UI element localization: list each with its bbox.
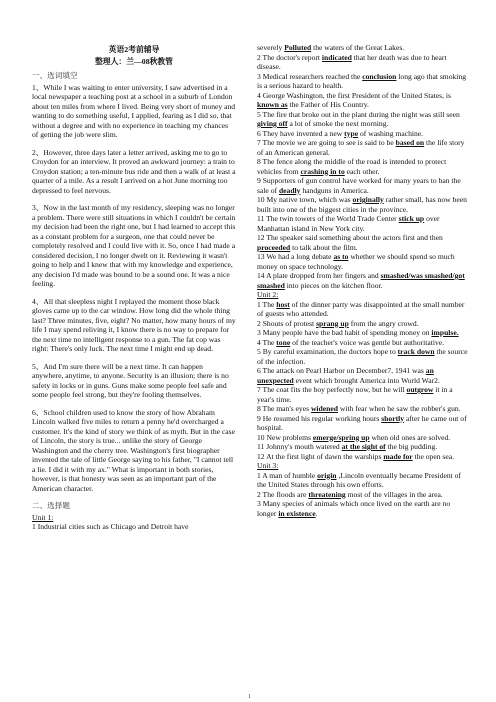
answer-line (257, 347, 469, 366)
answer-text: 8 The fence along the middle of the road is intended to protect vehicles from (257, 157, 447, 176)
answer-rest: into pieces on the kitchen floor. (284, 280, 383, 290)
answer-line (257, 319, 469, 329)
answer-rest: event which brought America into World War2. (293, 375, 440, 385)
answer-line (257, 385, 469, 404)
answer-line (257, 195, 469, 214)
answer-text: 7 The coat fits the boy perfectly now, but he will (257, 385, 407, 394)
answer-rest: after he came out of hospital. (257, 413, 467, 432)
answer-line (257, 328, 469, 338)
answer-line (257, 338, 469, 348)
answer-text: 2 Shouts of protest (257, 318, 317, 328)
answer-line (257, 366, 469, 385)
answer-keyword: emerge/spring up (312, 432, 370, 442)
answer-keyword: conclusion (362, 71, 397, 81)
answer-rest: it in a year's time. (257, 385, 453, 404)
answer-text: 1 A man of humble (257, 470, 318, 480)
answer-line (257, 499, 469, 518)
section-heading-fill: 一、选词填空 (32, 71, 78, 80)
answer-keyword: proceeded (257, 242, 291, 252)
answer-keyword: threatening (308, 489, 346, 499)
right-column (257, 43, 469, 518)
answer-keyword: host (276, 299, 290, 309)
answer-keyword: crashing in to (300, 166, 345, 176)
answer-rest: handguns in America. (300, 185, 369, 195)
answer-rest: the source of the infection. (257, 347, 468, 366)
answer-text: 11 Johnny's mouth watered (257, 442, 342, 451)
answer-line (257, 138, 469, 157)
answer-keyword: at the sight of (341, 442, 386, 451)
unit-3-label: Unit 3: (257, 461, 279, 470)
answer-text: 2 The doctor's report (257, 52, 322, 62)
answer-line (257, 53, 469, 72)
title-block (32, 44, 236, 68)
answer-rest: each other. (344, 166, 380, 176)
paragraph: 5、And I'm sure there will be a next time. It can happen anywhere, anytime, to anyone. Security is an illusion; there is no safety in locks or in guns. Guns make some people feel safe and some people feel strong, but they're fooling themselves. (32, 361, 229, 399)
answer-rest: the life story of an American general. (257, 138, 465, 157)
answer-line (257, 404, 469, 414)
answer-keyword: an unexpected (257, 366, 434, 385)
answer-rest: whether we should spend so much money on space technology. (257, 252, 455, 271)
answer-keyword: track down (397, 347, 435, 356)
answer-line (257, 233, 469, 252)
answer-keyword: smashed/was smashed/got smashed (257, 271, 465, 290)
answer-text: 3 Medical researchers reached the (257, 71, 363, 81)
document-title: 英语2考前辅导 (108, 45, 160, 54)
answer-keyword: Polluted (284, 43, 312, 52)
answer-rest: ,Lincoln eventually became President of the United States through his own efforts. (257, 470, 461, 489)
answer-text: 12 At the first light of dawn the warships (257, 451, 384, 461)
answer-rest: the open sea. (412, 451, 454, 461)
answer-text: severely (257, 43, 285, 52)
answer-keyword: based on (395, 138, 425, 147)
unit-1-items (257, 43, 469, 290)
answer-rest: . (315, 508, 318, 518)
answer-keyword: tone (276, 337, 291, 347)
answer-keyword: stick up (398, 214, 425, 223)
answer-text: 11 The twin towers of the World Trade Center (257, 214, 399, 223)
answer-rest: the big pudding. (385, 442, 438, 451)
answer-keyword: in existence (278, 508, 316, 518)
answer-keyword: made for (383, 451, 413, 461)
paragraph: 6、School children used to know the story of how Abraham Lincoln walked five miles to return a penny he'd overcharged a customer. It's the kind of story we think of as myth. But in the case of Lincoln, the story is true... unlike the story of George Washington and the cherry tree. Washington's first biographer invented the tale of little George saying to his father, "I cannot tell a lie. I did it with my ax." What is important in both stories, however, is that honesty was seen as an important part of the American character. (32, 407, 235, 493)
answer-rest: long ago that smoking is a serious hazard to health. (257, 71, 466, 90)
answer-line (257, 452, 469, 462)
answer-keyword: origin (317, 470, 337, 480)
answer-text: 10 New problems (257, 432, 313, 442)
unit-3-items (257, 471, 469, 519)
answer-line (257, 252, 469, 271)
answer-line (257, 300, 469, 319)
unit-2-label: Unit 2: (257, 290, 279, 299)
answer-text: 12 The speaker said something about the actors first and then (257, 233, 443, 242)
answer-keyword: outgrow (406, 385, 434, 394)
answer-text: 1 The (257, 299, 277, 309)
unit-1-label: Unit 1: (32, 512, 54, 522)
answer-text: 3 Many people have the bad habit of spending money on (257, 328, 432, 337)
answer-rest: over Manhattan island in New York city. (257, 214, 440, 233)
answer-text: 13 We had a long debate (257, 252, 334, 261)
section-heading-choice: 二、选择题 (32, 501, 70, 510)
answer-text: 5 The fire that broke out in the plant during the night was still seen (257, 109, 460, 119)
paragraph: 4、All that sleepless night I replayed the moment those black gloves came up to the car window. How long did the whole thing last? Three minutes, five, eight? No matter, how many hours of my life I may spend reliving it, I know there is no way to prepare for the next time no intelligent response to a gun. The fat cop was right: There's only luck. The next time I might end up dead. (32, 296, 236, 353)
left-column (32, 44, 236, 532)
answer-keyword: originally (352, 195, 384, 204)
answer-line (257, 157, 469, 176)
paragraph: 2、However, three days later a letter arrived, asking me to go to Croydon for an interview. It proved an awkward journey: a train to Croydon station; a ten-minute bus ride and then a walk of at least a quarter of a mile. As a result I arrived on a hot June morning too depressed to feel nervous. (32, 147, 236, 195)
answer-rest: that her death was due to heart disease. (257, 52, 447, 71)
answer-line (257, 176, 469, 195)
fill-paragraphs (32, 83, 236, 494)
answer-rest: of washing machine. (358, 128, 424, 138)
answer-text: 9 He resumed his regular working hours (257, 413, 382, 423)
answer-rest: of the teacher's voice was gentle but authoritative. (290, 337, 445, 347)
unit-2-items (257, 300, 469, 462)
answer-text: 7 The movie we are going to see is said to be (257, 138, 396, 147)
answer-text: 4 George Washington, the first President of the United States, is (257, 90, 451, 100)
answer-rest: with fear when he saw the robber's gun. (337, 404, 461, 413)
answer-rest: of the dinner party was disappointed at the small number of guests who attended. (257, 299, 465, 318)
answer-line (257, 110, 469, 129)
page-number: 1 (248, 694, 251, 700)
answer-keyword: shortly (381, 413, 404, 423)
answer-text: 10 My native town, which was (257, 195, 353, 204)
answer-rest: the waters of the Great Lakes. (311, 43, 405, 52)
answer-rest: from the angry crowd. (348, 318, 419, 328)
answer-keyword: giving off (257, 119, 288, 128)
answer-keyword: sprang up (316, 318, 349, 328)
answer-rest: most of the villages in the area. (345, 489, 443, 499)
answer-text: 5 By careful examination, the doctors hope to (257, 347, 398, 356)
answer-line (257, 490, 469, 500)
answer-text: 2 The floods are (257, 489, 309, 499)
document-author: 整理人：兰—08秋教管 (95, 57, 173, 66)
answer-text: 6 They have invented a new (257, 128, 345, 138)
answer-rest: to talk about the film. (290, 242, 358, 252)
answer-text: 14 A plate dropped from her fingers and (257, 271, 381, 280)
paragraph: 3、Now in the last month of my residency, sleeping was no longer a problem. There were still situations in which I couldn't be certain my decision had been the right one, but I had learned to accept this as a constant problem for a surgeon, one that could never be completely resolved and I could live with it. So, once I had made a considered decision, I no longer dwelt on it. Reviewing it wasn't going to help and I knew that with my knowledge and experience, any decision I'd made was bound to be a sound one. It was a nice feeling. (32, 203, 236, 288)
answer-line (257, 442, 469, 452)
answer-keyword: type (344, 128, 359, 138)
answer-line (257, 129, 469, 139)
paragraph: 1、While I was waiting to enter university, I saw advertised in a local newspaper a teaching post at a school in a suburb of London about ten miles from where I lived. Being very short of money and wanting to do something useful, I applied, fearing as I did so, that without a degree and with no experience in teaching my chances of getting the job were slim. (32, 82, 236, 139)
answer-keyword: known as (257, 100, 288, 109)
answer-line (257, 433, 469, 443)
answer-keyword: indicated (321, 52, 352, 62)
answer-keyword: impulse. (431, 328, 459, 337)
answer-text: 6 The attack on Pearl Harbor on December7, 1941 was (257, 366, 426, 375)
answer-rest: a lot of smoke the next morning. (287, 119, 389, 128)
answer-line (257, 414, 469, 433)
answer-text: 4 The (257, 337, 277, 347)
answer-rest: rather small, has now been built into one of the biggest cities in the province. (257, 195, 467, 214)
answer-line (257, 91, 469, 110)
answer-line (257, 214, 469, 233)
answer-keyword: as to (333, 252, 349, 261)
answer-line (257, 72, 469, 91)
answer-text: 9 Supporters of gun control have worked for many years to ban the sale of (257, 176, 461, 195)
answer-keyword: deadly (278, 185, 301, 195)
answer-text: 8 The man's eyes (257, 404, 311, 413)
answer-rest: the Father of His Country. (287, 100, 369, 109)
answer-line (257, 43, 469, 53)
answer-keyword: widened (310, 404, 338, 413)
answer-rest: when old ones are solved. (369, 432, 451, 442)
answer-line (257, 271, 469, 290)
unit-1-item-1: 1 Industrial cities such as Chicago and Detroit have (32, 522, 189, 531)
answer-text: 3 Many species of animals which once lived on the earth are no longer (257, 499, 451, 518)
answer-line (257, 471, 469, 490)
